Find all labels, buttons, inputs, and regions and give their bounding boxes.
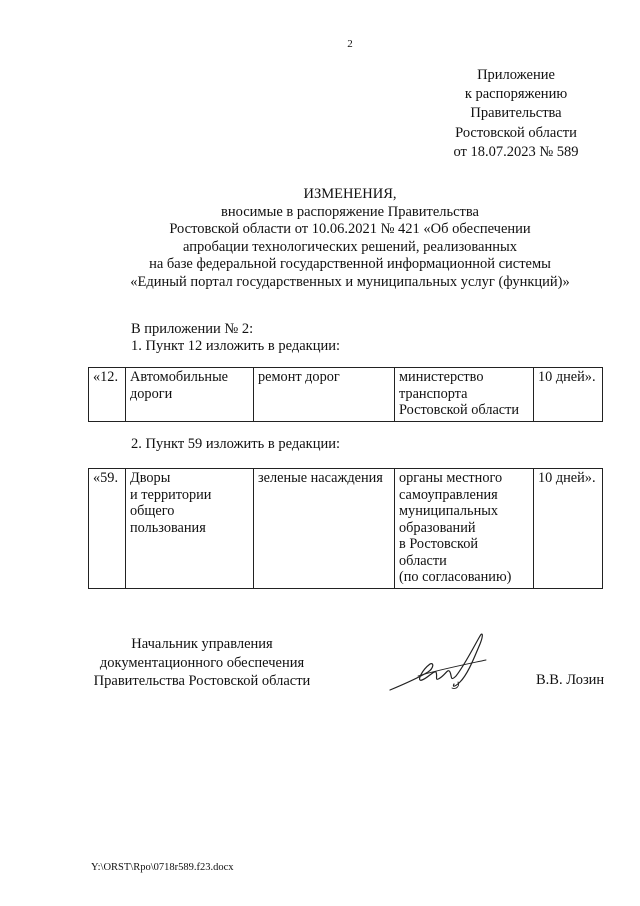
- intro-text: В приложении № 2:: [131, 321, 254, 337]
- position-line: документационного обеспечения: [99, 654, 305, 671]
- document-title: [60, 186, 640, 291]
- appendix-header: [430, 66, 602, 162]
- handwritten-signature: [388, 630, 500, 696]
- authority-cell: [395, 469, 534, 589]
- signatory-position: [82, 635, 322, 691]
- title-line: апробации технологических решений, реализованных: [182, 238, 517, 255]
- cell-line: Ростовской области: [399, 402, 520, 418]
- position-line: Начальник управления: [131, 636, 273, 652]
- item-number-cell: «59.: [89, 469, 126, 589]
- item-number-cell: «12.: [89, 368, 126, 422]
- cell-line: пользования: [130, 519, 206, 536]
- cell-line: дороги: [130, 385, 173, 402]
- title-line: на базе федеральной государственной информационной системы: [149, 256, 551, 272]
- item1-instruction: 1. Пункт 12 изложить в редакции:: [131, 338, 341, 354]
- table-row: [89, 368, 603, 422]
- cell-line: общего: [130, 503, 175, 519]
- appendix-line: к распоряжению: [464, 86, 568, 103]
- cell-line: в Ростовской: [399, 536, 479, 552]
- cell-line: образований: [399, 519, 476, 536]
- cell-line: Автомобильные: [130, 369, 229, 385]
- cell-line: Дворы: [130, 470, 171, 486]
- item2-table: [88, 468, 603, 589]
- appendix-line: Приложение: [477, 67, 555, 83]
- object-cell: [126, 469, 254, 589]
- title-heading: ИЗМЕНЕНИЯ,: [303, 186, 397, 202]
- title-line: «Единый портал государственных и муниципальных услуг (функций)»: [130, 273, 570, 290]
- cell-line: (по согласованию): [399, 569, 512, 585]
- cell-line: области: [399, 552, 447, 569]
- work-cell: зеленые насаждения: [254, 469, 395, 589]
- table-row: [89, 469, 603, 589]
- authority-cell: [395, 368, 534, 422]
- item2-instruction: 2. Пункт 59 изложить в редакции:: [131, 436, 341, 452]
- title-line: Ростовской области от 10.06.2021 № 421 «Об обеспечении: [169, 221, 531, 237]
- term-cell: 10 дней».: [534, 469, 603, 589]
- title-line: вносимые в распоряжение Правительства: [220, 203, 479, 220]
- signatory-name: В.В. Лозин: [536, 672, 605, 688]
- cell-line: муниципальных: [399, 503, 498, 519]
- cell-line: самоуправления: [399, 486, 498, 503]
- appendix-line: Ростовской области: [455, 124, 577, 141]
- appendix-line: от 18.07.2023 № 589: [453, 143, 579, 160]
- cell-line: органы местного: [399, 470, 503, 486]
- page-number: 2: [347, 38, 353, 50]
- item1-table: [88, 367, 603, 422]
- appendix-line: Правительства: [470, 105, 562, 122]
- work-cell: ремонт дорог: [254, 368, 395, 422]
- file-path-footer: Y:\ORST\Rpo\0718r589.f23.docx: [91, 862, 234, 873]
- term-cell: 10 дней».: [534, 368, 603, 422]
- position-line: Правительства Ростовской области: [93, 673, 311, 689]
- cell-line: транспорта: [399, 385, 468, 402]
- cell-line: министерство: [399, 369, 484, 385]
- cell-line: и территории: [130, 486, 212, 503]
- object-cell: [126, 368, 254, 422]
